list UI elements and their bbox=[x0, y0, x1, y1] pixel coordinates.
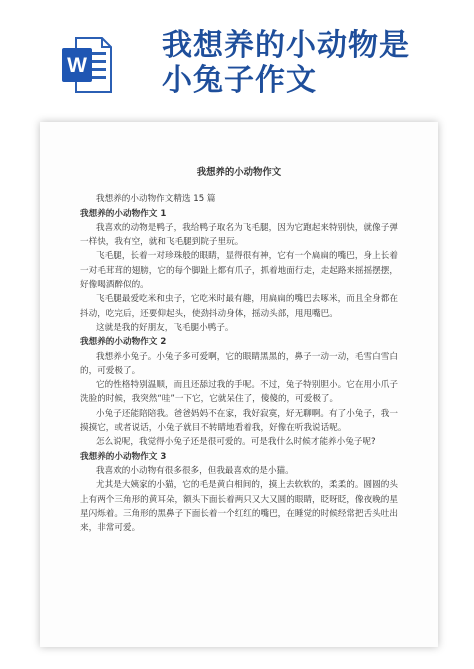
paragraph: 我喜欢的动物是鸭子，我给鸭子取名为飞毛腿，因为它跑起来特别快，就像子弹一样快，我有空，就和飞毛腿到院子里玩。 bbox=[80, 222, 398, 248]
paragraph: 飞毛腿最爱吃米和虫子，它吃米时最有趣，用扁扁的嘴巴去啄米，而且全身都在抖动，吃完后，还要仰起头，使劲抖动身体，摇动头部，甩甩嘴巴。 bbox=[80, 294, 398, 319]
title-banner bbox=[0, 0, 474, 112]
document-page bbox=[40, 122, 438, 647]
banner-title-line2: 小兔子作文 bbox=[162, 63, 317, 98]
paragraph: 尤其是大姨家的小猫，它的毛是黄白相间的，摸上去软软的，柔柔的。圆圆的头上有两个三角形的黄耳朵，额头下面长着两只又大又圆的眼睛，眨呀眨，像夜晚的星星闪烁着。三角形的黑鼻子下面长着一个红红的嘴巴，在睡觉的时候经常把舌头吐出来，非常可爱。 bbox=[80, 480, 398, 534]
section-heading: 我想养的小动物作文 1 bbox=[80, 208, 167, 219]
banner-title-line1: 我想养的小动物是 bbox=[162, 28, 410, 63]
essay-section bbox=[80, 450, 398, 536]
section-heading: 我想养的小动物作文 2 bbox=[80, 337, 167, 348]
paragraph: 怎么说呢，我觉得小兔子还是很可爱的。可是我什么时候才能养小兔子呢? bbox=[96, 437, 376, 448]
word-document-icon bbox=[62, 36, 112, 94]
paragraph: 我想养小兔子。小兔子多可爱啊，它的眼睛黑黑的，鼻子一动一动，毛雪白雪白的，可爱极了。 bbox=[80, 351, 398, 376]
document-title: 我想养的小动物作文 bbox=[196, 167, 282, 178]
section-heading: 我想养的小动物作文 3 bbox=[80, 451, 167, 462]
paragraph: 小兔子还能陪陪我。爸爸妈妈不在家，我好寂寞，好无聊啊。有了小兔子，我一摸摸它，或者说话，小兔子就目不转睛地看着我，好像在听我说话呢。 bbox=[80, 408, 398, 434]
essay-section bbox=[80, 207, 398, 336]
essay-section bbox=[80, 335, 398, 449]
paragraph: 它的性格特别温顺，而且还舔过我的手呢。不过，兔子特别胆小。它在用小爪子洗脸的时候，我突然“哇”一下它，它就呆住了，傻傻的，可爱极了。 bbox=[80, 380, 398, 405]
word-icon-letter: W bbox=[67, 54, 87, 77]
collection-subtitle: 我想养的小动物作文精选 15 篇 bbox=[96, 194, 216, 205]
document-body bbox=[80, 122, 398, 535]
paragraph: 这就是我的好朋友，飞毛腿小鸭子。 bbox=[96, 322, 234, 333]
paragraph: 飞毛腿，长着一对珍珠般的眼睛，显得很有神，它有一个扁扁的嘴巴，身上长着一对毛茸茸的翅膀，它的每个脚趾上都有爪子，抓着地面行走，走起路来摇摇摆摆，好像喝酒醉似的。 bbox=[80, 251, 398, 291]
paragraph: 我喜欢的小动物有很多很多，但我最喜欢的是小猫。 bbox=[96, 465, 294, 476]
banner-title bbox=[162, 28, 462, 98]
